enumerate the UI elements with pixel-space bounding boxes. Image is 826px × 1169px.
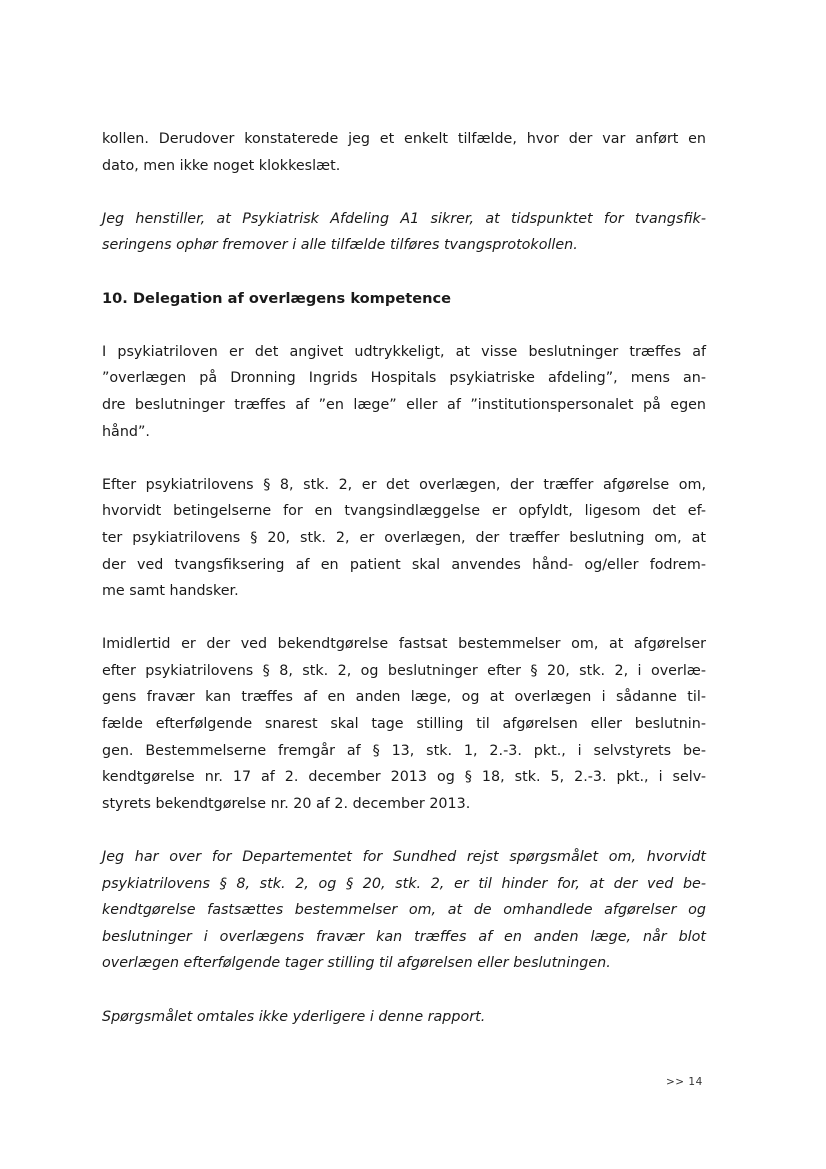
- text-line: dato, men ikke noget klokkeslæt.: [102, 157, 341, 174]
- text-line: I psykiatriloven er det angivet udtrykkeligt, at visse beslutninger træffes af: [102, 343, 706, 360]
- page-body: [102, 126, 706, 1030]
- text-line: beslutninger i overlægens fravær kan træffes af en anden læge, når blot: [102, 928, 706, 945]
- page-number: >> 14: [666, 1076, 703, 1088]
- text-line: hånd”.: [102, 423, 150, 440]
- text-line: kendtgørelse nr. 17 af 2. december 2013 og § 18, stk. 5, 2.-3. pkt., i selv-: [102, 769, 706, 786]
- text-line: gen. Bestemmelserne fremgår af § 13, stk. 1, 2.-3. pkt., i selvstyrets be-: [102, 742, 706, 759]
- question-to-department: [102, 844, 706, 977]
- text-line: kollen. Derudover konstaterede jeg et enkelt tilfælde, hvor der var anført en: [102, 131, 706, 147]
- paragraph-executive-order: [102, 631, 706, 817]
- text-line: dre beslutninger træffes af ”en læge” eller af ”institutionspersonalet på egen: [102, 396, 706, 413]
- text-line: psykiatrilovens § 8, stk. 2, og § 20, stk. 2, er til hinder for, at der ved be-: [102, 875, 706, 892]
- text-line: hvorvidt betingelserne for en tvangsindlæggelse er opfyldt, ligesom det ef-: [102, 503, 706, 520]
- text-line: seringens ophør fremover i alle tilfælde tilføres tvangsprotokollen.: [102, 237, 578, 254]
- paragraph-section-8-and-20: [102, 472, 706, 605]
- text-line: ”overlægen på Dronning Ingrids Hospitals psykiatriske afdeling”, mens an-: [102, 370, 706, 387]
- text-line: Jeg har over for Departementet for Sundhed rejst spørgsmålet om, hvorvidt: [102, 849, 706, 866]
- text-line: Jeg henstiller, at Psykiatrisk Afdeling A1 sikrer, at tidspunktet for tvangsfik-: [102, 210, 706, 227]
- text-line: der ved tvangsfiksering af en patient skal anvendes hånd- og/eller fodrem-: [102, 556, 706, 573]
- closing-note: [102, 1004, 706, 1031]
- text-line: Imidlertid er der ved bekendtgørelse fastsat bestemmelser om, at afgørelser: [102, 636, 706, 653]
- paragraph-protocol-findings: [102, 126, 706, 179]
- text-line: efter psykiatrilovens § 8, stk. 2, og beslutninger efter § 20, stk. 2, i overlæ-: [102, 662, 706, 679]
- text-line: Spørgsmålet omtales ikke yderligere i denne rapport.: [102, 1008, 486, 1025]
- text-line: me samt handsker.: [102, 583, 239, 600]
- text-line: styrets bekendtgørelse nr. 20 af 2. december 2013.: [102, 795, 471, 812]
- section-heading: 10. Delegation af overlægens kompetence: [102, 289, 452, 307]
- text-line: gens fravær kan træffes af en anden læge, og at overlægen i sådanne til-: [102, 689, 706, 706]
- text-line: kendtgørelse fastsættes bestemmelser om, at de omhandlede afgørelser og: [102, 902, 706, 919]
- recommendation-fixation-end-time: [102, 206, 706, 259]
- paragraph-psychiatry-act-intro: [102, 339, 706, 445]
- text-line: ter psykiatrilovens § 20, stk. 2, er overlægen, der træffer beslutning om, at: [102, 529, 706, 546]
- text-line: fælde efterfølgende snarest skal tage stilling til afgørelsen eller beslutnin-: [102, 716, 706, 733]
- text-line: overlægen efterfølgende tager stilling til afgørelsen eller beslutningen.: [102, 955, 611, 972]
- text-line: Efter psykiatrilovens § 8, stk. 2, er det overlægen, der træffer afgørelse om,: [102, 476, 706, 493]
